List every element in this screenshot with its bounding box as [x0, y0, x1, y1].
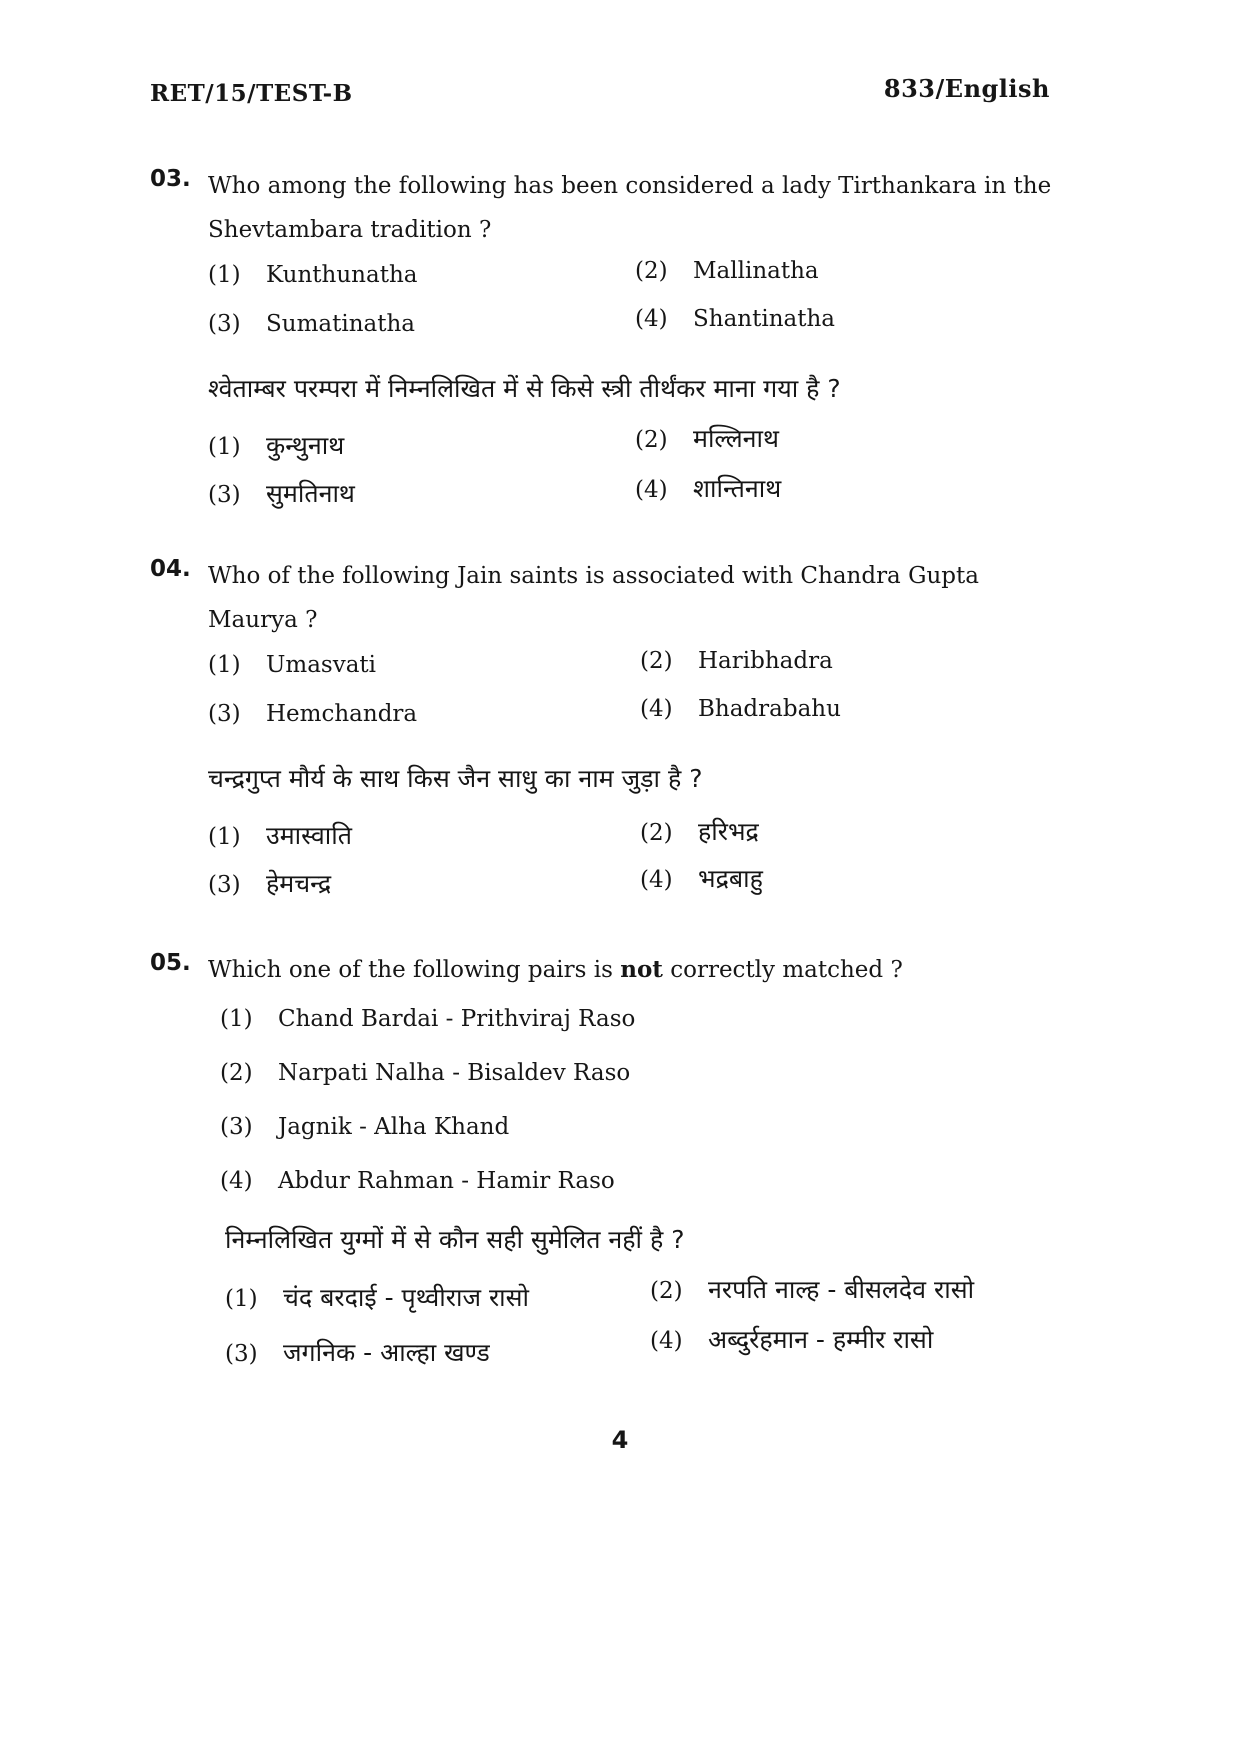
option-hi-1 — [208, 428, 344, 462]
option-number: (4) — [635, 477, 668, 503]
question-text-hindi: श्वेताम्बर परम्परा में निम्नलिखित में से किसे स्त्री तीर्थंकर माना गया है ? — [208, 374, 841, 403]
option-number: (4) — [220, 1168, 253, 1194]
option-number: (1) — [225, 1286, 258, 1312]
option-en-2 — [220, 1060, 630, 1086]
option-hi-3 — [225, 1335, 490, 1369]
option-label: Sumatinatha — [266, 311, 415, 337]
question-number: 04. — [150, 556, 191, 582]
option-number: (1) — [208, 434, 241, 460]
page-number: 4 — [611, 1426, 629, 1454]
option-number: (3) — [208, 482, 241, 508]
option-label: Narpati Nalha - Bisaldev Raso — [278, 1060, 631, 1086]
paper-code: RET/15/TEST-B — [150, 80, 353, 107]
option-label: Jagnik - Alha Khand — [278, 1114, 510, 1140]
option-label: जगनिक - आल्हा खण्ड — [283, 1338, 490, 1367]
option-number: (4) — [640, 867, 673, 893]
question-text-hindi: निम्नलिखित युग्मों में से कौन सही सुमेलित नहीं है ? — [225, 1225, 685, 1254]
option-en-2 — [640, 648, 833, 674]
option-label: Hemchandra — [266, 701, 418, 727]
option-number: (3) — [208, 311, 241, 337]
option-hi-4 — [650, 1322, 933, 1356]
option-number: (2) — [640, 820, 673, 846]
option-number: (2) — [635, 258, 668, 284]
option-number: (1) — [208, 824, 241, 850]
option-number: (1) — [208, 652, 241, 678]
option-number: (2) — [650, 1278, 683, 1304]
option-label: Chand Bardai - Prithviraj Raso — [278, 1006, 636, 1032]
option-label: हेमचन्द्र — [266, 869, 332, 898]
option-hi-2 — [635, 421, 779, 455]
question-text-hindi: चन्द्रगुप्त मौर्य के साथ किस जैन साधु का नाम जुड़ा है ? — [208, 764, 703, 793]
option-number: (1) — [208, 262, 241, 288]
option-en-2 — [635, 258, 819, 284]
question-text-part: Which one of the following pairs is — [208, 957, 621, 983]
option-label: Abdur Rahman - Hamir Raso — [278, 1168, 615, 1194]
question-text-english: Who of the following Jain saints is associated with Chandra Gupta Maurya ? — [208, 563, 979, 633]
option-number: (3) — [220, 1114, 253, 1140]
option-hi-3 — [208, 866, 331, 900]
option-label: Kunthunatha — [266, 262, 418, 288]
option-label: चंद बरदाई - पृथ्वीराज रासो — [283, 1283, 530, 1312]
option-label: कुन्थुनाथ — [266, 431, 345, 460]
option-number: (4) — [635, 306, 668, 332]
question-number: 05. — [150, 950, 191, 976]
option-label: सुमतिनाथ — [266, 479, 355, 508]
option-en-4 — [220, 1168, 615, 1194]
question-text-english: Who among the following has been considered a lady Tirthankara in the Shevtambara tradition ? — [208, 173, 1052, 243]
option-number: (1) — [220, 1006, 253, 1032]
option-label: Shantinatha — [693, 306, 835, 332]
option-hi-2 — [650, 1272, 974, 1306]
option-label: Haribhadra — [698, 648, 833, 674]
option-en-3 — [220, 1114, 509, 1140]
option-number: (2) — [640, 648, 673, 674]
option-number: (4) — [650, 1328, 683, 1354]
option-label: अब्दुर्रहमान - हम्मीर रासो — [708, 1325, 934, 1354]
option-number: (4) — [640, 696, 673, 722]
option-hi-4 — [635, 471, 781, 505]
option-hi-1 — [225, 1280, 529, 1314]
option-en-3 — [208, 701, 417, 727]
option-label: शान्तिनाथ — [693, 474, 782, 503]
question-text-part: correctly matched ? — [662, 957, 903, 983]
option-hi-1 — [208, 818, 352, 852]
question-number: 03. — [150, 166, 191, 192]
option-en-1 — [208, 262, 417, 288]
option-number: (3) — [225, 1341, 258, 1367]
option-en-1 — [208, 652, 376, 678]
option-en-3 — [208, 311, 415, 337]
option-en-4 — [640, 696, 841, 722]
option-hi-3 — [208, 476, 355, 510]
option-en-1 — [220, 1006, 635, 1032]
option-label: नरपति नाल्ह - बीसलदेव रासो — [708, 1275, 975, 1304]
option-label: उमास्वाति — [266, 821, 352, 850]
option-label: भद्रबाहु — [698, 864, 763, 893]
option-label: Bhadrabahu — [698, 696, 841, 722]
option-number: (2) — [220, 1060, 253, 1086]
option-label: मल्लिनाथ — [693, 424, 779, 453]
option-number: (3) — [208, 872, 241, 898]
option-number: (3) — [208, 701, 241, 727]
option-en-4 — [635, 306, 835, 332]
option-label: Mallinatha — [693, 258, 819, 284]
option-label: हरिभद्र — [698, 817, 759, 846]
option-number: (2) — [635, 427, 668, 453]
paper-subject-code: 833/English — [883, 74, 1050, 103]
question-text-english — [208, 948, 1058, 992]
option-label: Umasvati — [266, 652, 377, 678]
question-text-emphasis: not — [620, 956, 663, 983]
option-hi-2 — [640, 814, 759, 848]
option-hi-4 — [640, 861, 763, 895]
